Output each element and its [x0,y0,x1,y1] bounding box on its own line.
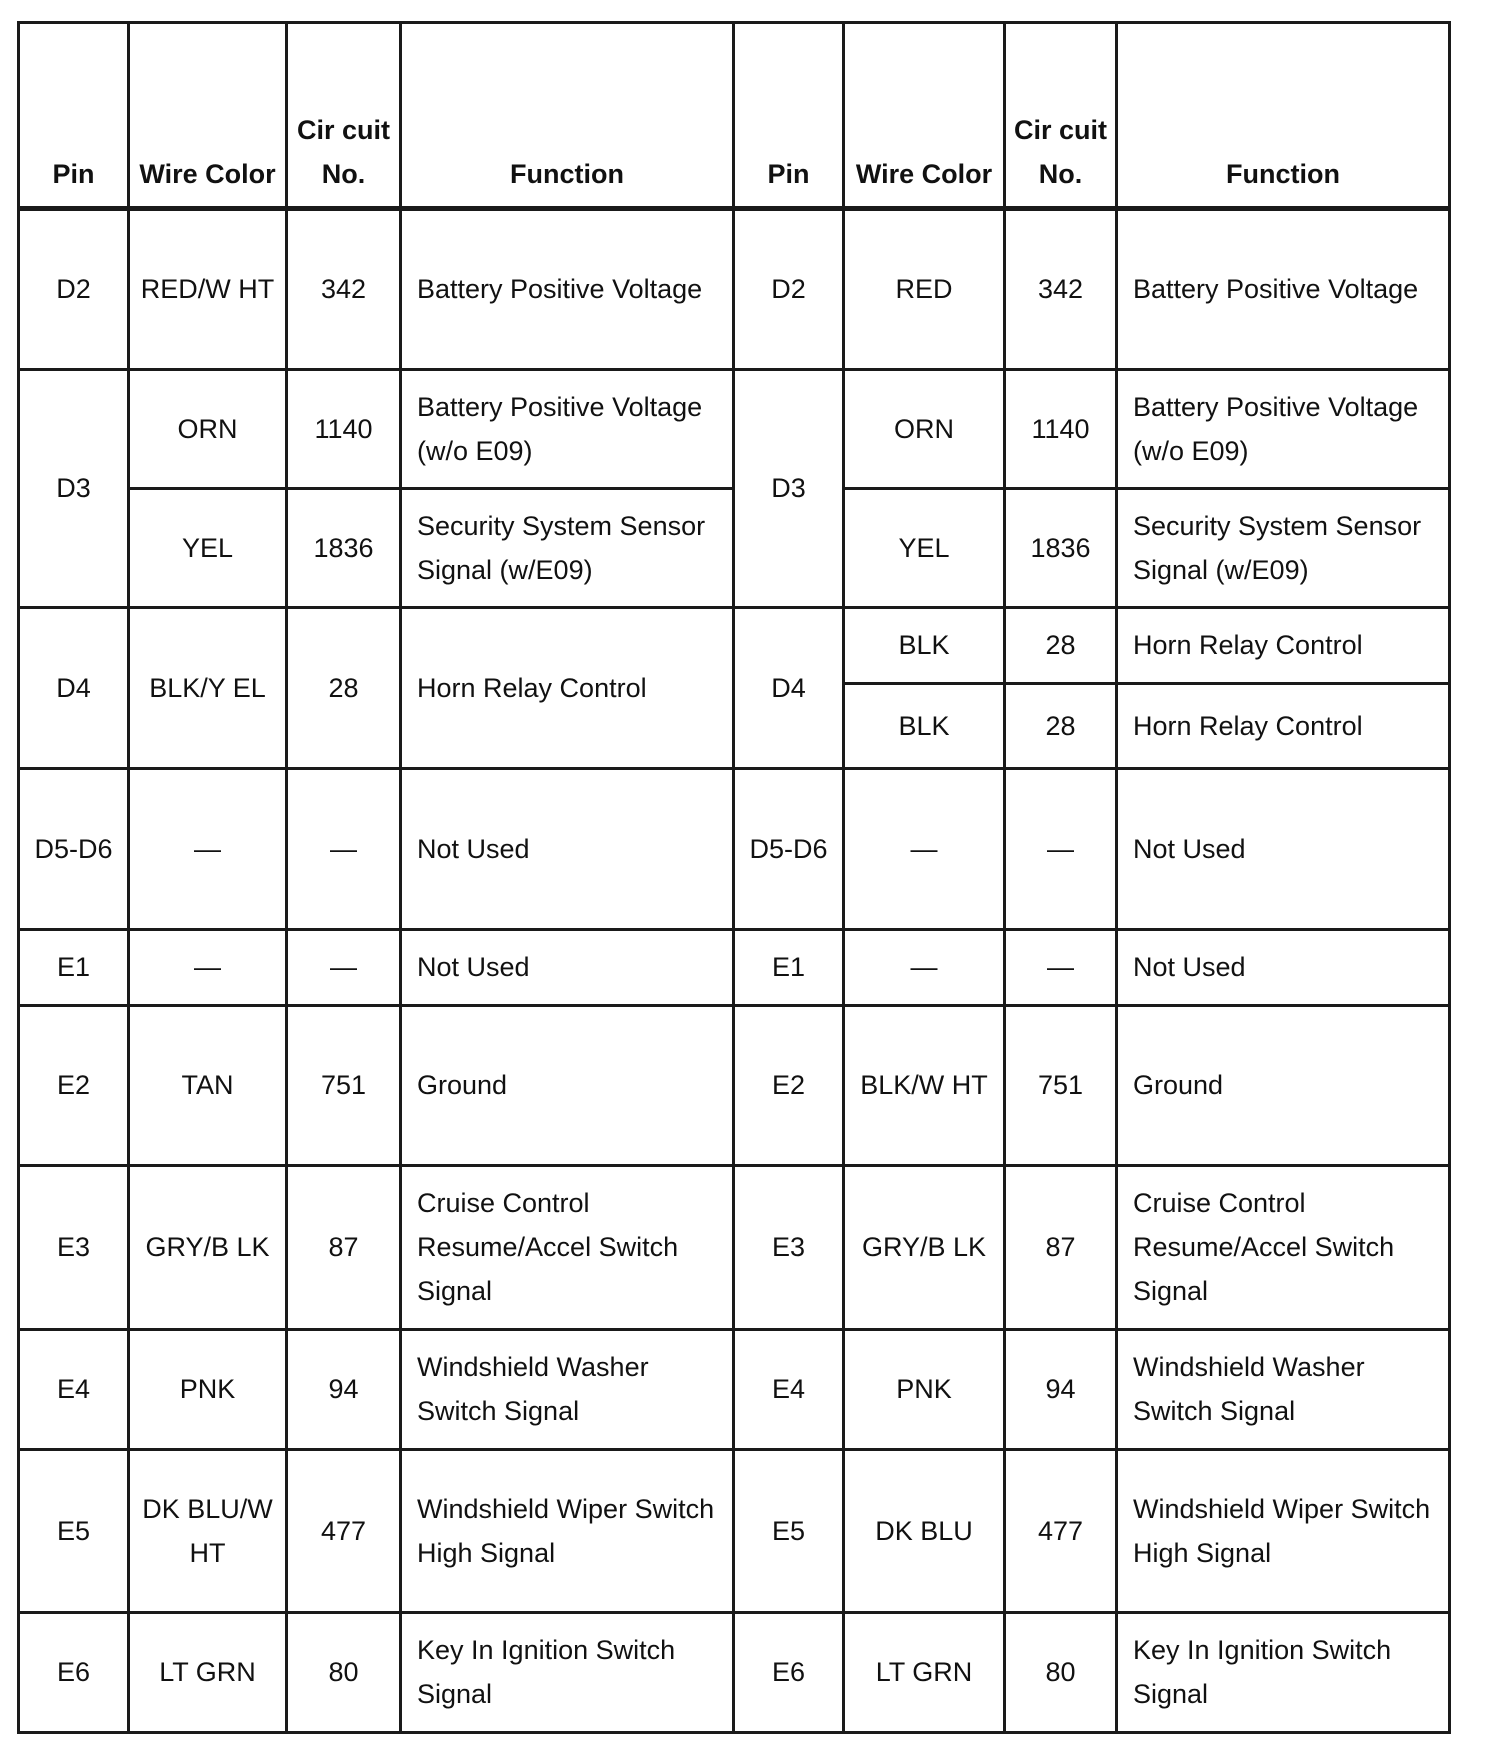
wire-color-cell: GRY/B LK [129,1166,287,1330]
function-cell: Ground [1117,1005,1450,1166]
table-body [19,209,1450,1733]
circuit-cell: 342 [1005,209,1117,370]
circuit-cell: 87 [287,1166,401,1330]
function-cell: Horn Relay Control [1117,683,1450,768]
wire-color-cell: GRY/B LK [844,1166,1005,1330]
pin-cell: E3 [19,1166,129,1330]
function-cell: Key In Ignition Switch Signal [1117,1612,1450,1732]
header-function-right: Function [1117,23,1450,209]
circuit-cell: — [1005,930,1117,1005]
wire-color-cell: LT GRN [129,1612,287,1732]
wire-color-cell: RED/W HT [129,209,287,370]
circuit-cell: — [287,930,401,1005]
circuit-cell: 751 [1005,1005,1117,1166]
circuit-cell: 477 [287,1449,401,1612]
circuit-cell: 1836 [1005,488,1117,607]
function-cell: Ground [401,1005,734,1166]
function-cell: Horn Relay Control [1117,608,1450,683]
wire-color-cell: ORN [844,369,1005,488]
pin-cell: E1 [19,930,129,1005]
function-cell: Not Used [401,930,734,1005]
table-row [19,1612,1450,1732]
wire-color-cell: RED [844,209,1005,370]
header-pin-right: Pin [734,23,844,209]
table-row [19,369,1450,488]
pin-cell: E2 [734,1005,844,1166]
wire-color-cell: PNK [844,1329,1005,1449]
wire-color-cell: BLK [844,608,1005,683]
wire-color-cell: BLK/Y EL [129,608,287,769]
table-row [19,1005,1450,1166]
wire-color-cell: BLK/W HT [844,1005,1005,1166]
wire-color-cell: DK BLU/W HT [129,1449,287,1612]
function-cell: Windshield Washer Switch Signal [401,1329,734,1449]
circuit-cell: — [287,768,401,930]
pin-cell: E4 [734,1329,844,1449]
pin-cell: D4 [734,608,844,769]
circuit-cell: 94 [287,1329,401,1449]
table-row [19,768,1450,930]
circuit-cell: 87 [1005,1166,1117,1330]
pin-cell: E1 [734,930,844,1005]
function-cell: Cruise Control Resume/Accel Switch Signal [1117,1166,1450,1330]
wire-color-cell: ORN [129,369,287,488]
pin-cell: E5 [19,1449,129,1612]
function-cell: Windshield Washer Switch Signal [1117,1329,1450,1449]
pin-cell: D5-D6 [19,768,129,930]
circuit-cell: 1140 [287,369,401,488]
wire-color-cell: PNK [129,1329,287,1449]
wire-color-cell: LT GRN [844,1612,1005,1732]
wire-color-cell: YEL [844,488,1005,607]
header-wire-color-right: Wire Color [844,23,1005,209]
circuit-cell: 28 [287,608,401,769]
circuit-cell: 94 [1005,1329,1117,1449]
circuit-cell: 342 [287,209,401,370]
wire-color-cell: — [844,930,1005,1005]
table-row [19,930,1450,1005]
table-header [19,23,1450,209]
wire-color-cell: — [844,768,1005,930]
wire-color-cell: BLK [844,683,1005,768]
pin-cell: D2 [19,209,129,370]
pin-cell: D3 [19,369,129,608]
function-cell: Cruise Control Resume/Accel Switch Signal [401,1166,734,1330]
function-cell: Battery Positive Voltage [1117,209,1450,370]
pin-cell: E4 [19,1329,129,1449]
wire-color-cell: TAN [129,1005,287,1166]
circuit-cell: 1140 [1005,369,1117,488]
header-circuit-no-left: Cir cuit No. [287,23,401,209]
table-row [19,1449,1450,1612]
pin-cell: E6 [19,1612,129,1732]
header-wire-color-left: Wire Color [129,23,287,209]
function-cell: Battery Positive Voltage (w/o E09) [1117,369,1450,488]
function-cell: Key In Ignition Switch Signal [401,1612,734,1732]
pin-cell: E6 [734,1612,844,1732]
table-row [19,1329,1450,1449]
function-cell: Horn Relay Control [401,608,734,769]
pin-cell: E3 [734,1166,844,1330]
wire-color-cell: — [129,768,287,930]
pin-cell: D4 [19,608,129,769]
wire-color-cell: — [129,930,287,1005]
circuit-cell: 28 [1005,683,1117,768]
header-circuit-no-right: Cir cuit No. [1005,23,1117,209]
pin-cell: D5-D6 [734,768,844,930]
table-row [19,209,1450,370]
function-cell: Not Used [1117,930,1450,1005]
circuit-cell: 80 [1005,1612,1117,1732]
header-row [19,23,1450,209]
wire-color-cell: DK BLU [844,1449,1005,1612]
function-cell: Security System Sensor Signal (w/E09) [401,488,734,607]
pin-cell: E2 [19,1005,129,1166]
function-cell: Windshield Wiper Switch High Signal [401,1449,734,1612]
table-row [19,608,1450,683]
table-row [19,1166,1450,1330]
header-pin-left: Pin [19,23,129,209]
function-cell: Security System Sensor Signal (w/E09) [1117,488,1450,607]
function-cell: Battery Positive Voltage (w/o E09) [401,369,734,488]
pin-cell: D2 [734,209,844,370]
circuit-cell: 477 [1005,1449,1117,1612]
function-cell: Not Used [1117,768,1450,930]
wire-color-cell: YEL [129,488,287,607]
function-cell: Battery Positive Voltage [401,209,734,370]
pin-cell: E5 [734,1449,844,1612]
circuit-cell: 1836 [287,488,401,607]
pin-cell: D3 [734,369,844,608]
circuit-cell: 80 [287,1612,401,1732]
function-cell: Not Used [401,768,734,930]
circuit-cell: 28 [1005,608,1117,683]
circuit-cell: — [1005,768,1117,930]
connector-pinout-table [17,21,1451,1734]
circuit-cell: 751 [287,1005,401,1166]
function-cell: Windshield Wiper Switch High Signal [1117,1449,1450,1612]
header-function-left: Function [401,23,734,209]
